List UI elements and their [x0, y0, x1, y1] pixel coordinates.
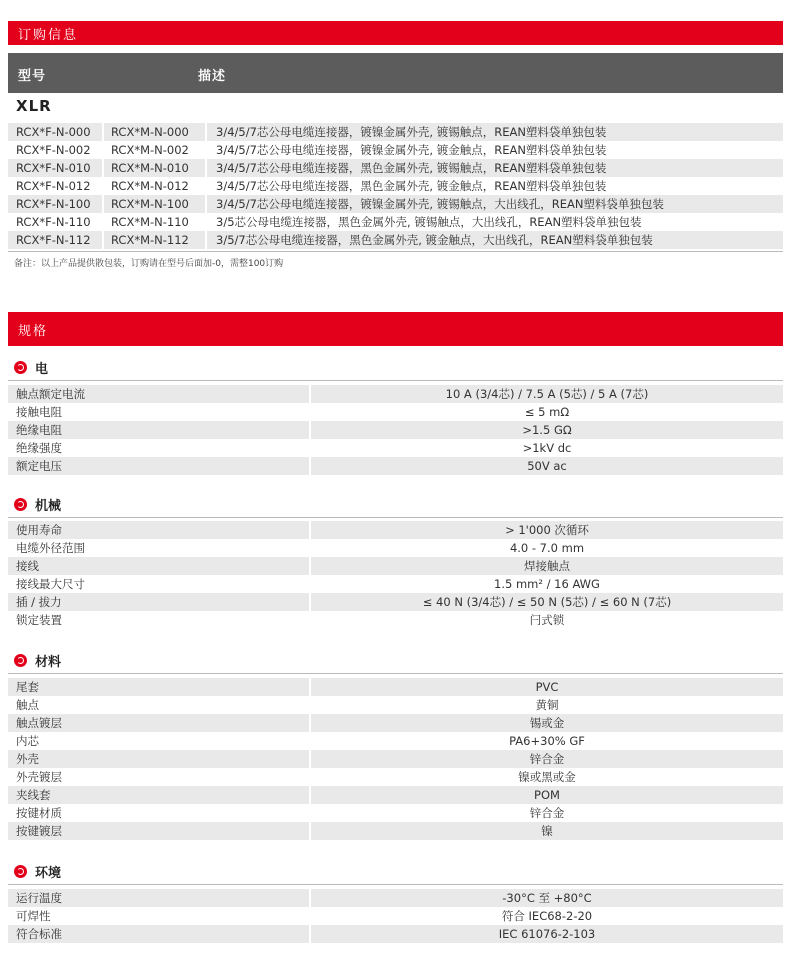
spec-label: 锁定装置	[8, 611, 311, 629]
spec-value: 锡或金	[311, 714, 783, 732]
male-part-number: RCX*M-N-010	[104, 159, 207, 177]
ordering-column-header	[8, 53, 783, 93]
table-row	[8, 768, 783, 786]
table-row	[8, 385, 783, 403]
spec-label: 触点镀层	[8, 714, 311, 732]
ordering-title: 订购信息	[18, 27, 79, 43]
spec-value: 10 A (3/4芯) / 7.5 A (5芯) / 5 A (7芯)	[311, 385, 783, 403]
spec-value: 黄铜	[311, 696, 783, 714]
spec-label: 尾套	[8, 678, 311, 696]
table-row	[8, 141, 783, 159]
spec-value: 闩式锁	[311, 611, 783, 629]
spec-value: 焊接触点	[311, 557, 783, 575]
spec-label: 可焊性	[8, 907, 311, 925]
spec-value: >1.5 GΩ	[311, 421, 783, 439]
female-part-number: RCX*F-N-110	[8, 213, 104, 231]
spec-table-environment	[8, 889, 783, 943]
spec-value: -30°C 至 +80°C	[311, 889, 783, 907]
section-title: 机械	[35, 499, 62, 514]
table-row	[8, 732, 783, 750]
section-mechanical	[14, 495, 61, 514]
spec-value: POM	[311, 786, 783, 804]
spec-label: 接线	[8, 557, 311, 575]
spec-label: 按键材质	[8, 804, 311, 822]
section-bullet-icon	[14, 865, 27, 878]
table-row	[8, 231, 783, 249]
table-row	[8, 822, 783, 840]
male-part-number: RCX*M-N-002	[104, 141, 207, 159]
part-description: 3/4/5/7芯公母电缆连接器，镀镍金属外壳, 镀锡触点，大出线孔，REAN塑料袋单独包装	[207, 195, 783, 213]
divider	[8, 251, 783, 252]
table-row	[8, 159, 783, 177]
part-description: 3/5/7芯公母电缆连接器，黑色金属外壳, 镀金触点，大出线孔，REAN塑料袋单独包装	[207, 231, 783, 249]
female-part-number: RCX*F-N-112	[8, 231, 104, 249]
section-materials	[14, 651, 61, 670]
table-row	[8, 403, 783, 421]
table-row	[8, 889, 783, 907]
table-row	[8, 750, 783, 768]
spec-label: 符合标准	[8, 925, 311, 943]
female-part-number: RCX*F-N-000	[8, 123, 104, 141]
table-row	[8, 925, 783, 943]
table-row	[8, 611, 783, 629]
spec-label: 使用寿命	[8, 521, 311, 539]
table-row	[8, 457, 783, 475]
section-bullet-icon	[14, 654, 27, 667]
spec-label: 额定电压	[8, 457, 311, 475]
section-environment	[14, 862, 61, 881]
table-row	[8, 213, 783, 231]
table-row	[8, 678, 783, 696]
table-row	[8, 575, 783, 593]
section-title: 环境	[35, 866, 62, 881]
table-row	[8, 714, 783, 732]
section-title: 电	[35, 362, 49, 377]
spec-value: 锌合金	[311, 804, 783, 822]
spec-table-materials	[8, 678, 783, 840]
spec-value: 1.5 mm² / 16 AWG	[311, 575, 783, 593]
spec-value: > 1'000 次循环	[311, 521, 783, 539]
spec-label: 绝缘强度	[8, 439, 311, 457]
group-title: XLR	[16, 97, 52, 115]
spec-label: 外壳镀层	[8, 768, 311, 786]
spec-value: 4.0 - 7.0 mm	[311, 539, 783, 557]
spec-label: 外壳	[8, 750, 311, 768]
section-electrical	[14, 358, 48, 377]
table-row	[8, 123, 783, 141]
spec-label: 按键镀层	[8, 822, 311, 840]
spec-label: 内芯	[8, 732, 311, 750]
spec-label: 绝缘电阻	[8, 421, 311, 439]
spec-value: PVC	[311, 678, 783, 696]
table-row	[8, 907, 783, 925]
spec-value: >1kV dc	[311, 439, 783, 457]
spec-label: 接线最大尺寸	[8, 575, 311, 593]
spec-label: 夹线套	[8, 786, 311, 804]
male-part-number: RCX*M-N-012	[104, 177, 207, 195]
spec-label: 插 / 拔力	[8, 593, 311, 611]
spec-label: 触点	[8, 696, 311, 714]
spec-table-mechanical	[8, 521, 783, 629]
part-description: 3/5芯公母电缆连接器，黑色金属外壳, 镀锡触点，大出线孔，REAN塑料袋单独包装	[207, 213, 783, 231]
section-title: 材料	[35, 655, 62, 670]
spec-value: 50V ac	[311, 457, 783, 475]
table-row	[8, 521, 783, 539]
table-row	[8, 421, 783, 439]
table-row	[8, 804, 783, 822]
female-part-number: RCX*F-N-100	[8, 195, 104, 213]
spec-label: 电缆外径范围	[8, 539, 311, 557]
table-row	[8, 439, 783, 457]
divider	[8, 380, 783, 381]
ordering-table	[8, 123, 783, 249]
spec-value: ≤ 40 N (3/4芯) / ≤ 50 N (5芯) / ≤ 60 N (7芯)	[311, 593, 783, 611]
part-description: 3/4/5/7芯公母电缆连接器，黑色金属外壳, 镀锡触点，REAN塑料袋单独包装	[207, 159, 783, 177]
column-model: 型号	[18, 69, 47, 84]
specs-title-bar	[8, 312, 783, 346]
part-description: 3/4/5/7芯公母电缆连接器，黑色金属外壳, 镀金触点，REAN塑料袋单独包装	[207, 177, 783, 195]
table-row	[8, 593, 783, 611]
spec-label: 运行温度	[8, 889, 311, 907]
spec-value: 符合 IEC68-2-20	[311, 907, 783, 925]
ordering-note: 备注：以上产品提供散包装，订购请在型号后面加-0，需整100订购	[14, 259, 284, 269]
ordering-title-bar	[8, 21, 783, 45]
female-part-number: RCX*F-N-012	[8, 177, 104, 195]
table-row	[8, 696, 783, 714]
spec-value: IEC 61076-2-103	[311, 925, 783, 943]
spec-value: 镍	[311, 822, 783, 840]
column-description: 描述	[198, 69, 227, 84]
male-part-number: RCX*M-N-000	[104, 123, 207, 141]
female-part-number: RCX*F-N-002	[8, 141, 104, 159]
divider	[8, 673, 783, 674]
spec-label: 接触电阻	[8, 403, 311, 421]
male-part-number: RCX*M-N-112	[104, 231, 207, 249]
table-row	[8, 195, 783, 213]
table-row	[8, 557, 783, 575]
section-bullet-icon	[14, 498, 27, 511]
part-description: 3/4/5/7芯公母电缆连接器，镀镍金属外壳, 镀锡触点，REAN塑料袋单独包装	[207, 123, 783, 141]
spec-value: ≤ 5 mΩ	[311, 403, 783, 421]
female-part-number: RCX*F-N-010	[8, 159, 104, 177]
divider	[8, 517, 783, 518]
table-row	[8, 539, 783, 557]
spec-table-electrical	[8, 385, 783, 475]
male-part-number: RCX*M-N-100	[104, 195, 207, 213]
spec-label: 触点额定电流	[8, 385, 311, 403]
divider	[8, 884, 783, 885]
specs-title: 规格	[18, 323, 49, 339]
spec-value: 锌合金	[311, 750, 783, 768]
spec-value: PA6+30% GF	[311, 732, 783, 750]
male-part-number: RCX*M-N-110	[104, 213, 207, 231]
part-description: 3/4/5/7芯公母电缆连接器，镀镍金属外壳, 镀金触点，REAN塑料袋单独包装	[207, 141, 783, 159]
table-row	[8, 786, 783, 804]
spec-value: 镍或黑或金	[311, 768, 783, 786]
section-bullet-icon	[14, 361, 27, 374]
table-row	[8, 177, 783, 195]
